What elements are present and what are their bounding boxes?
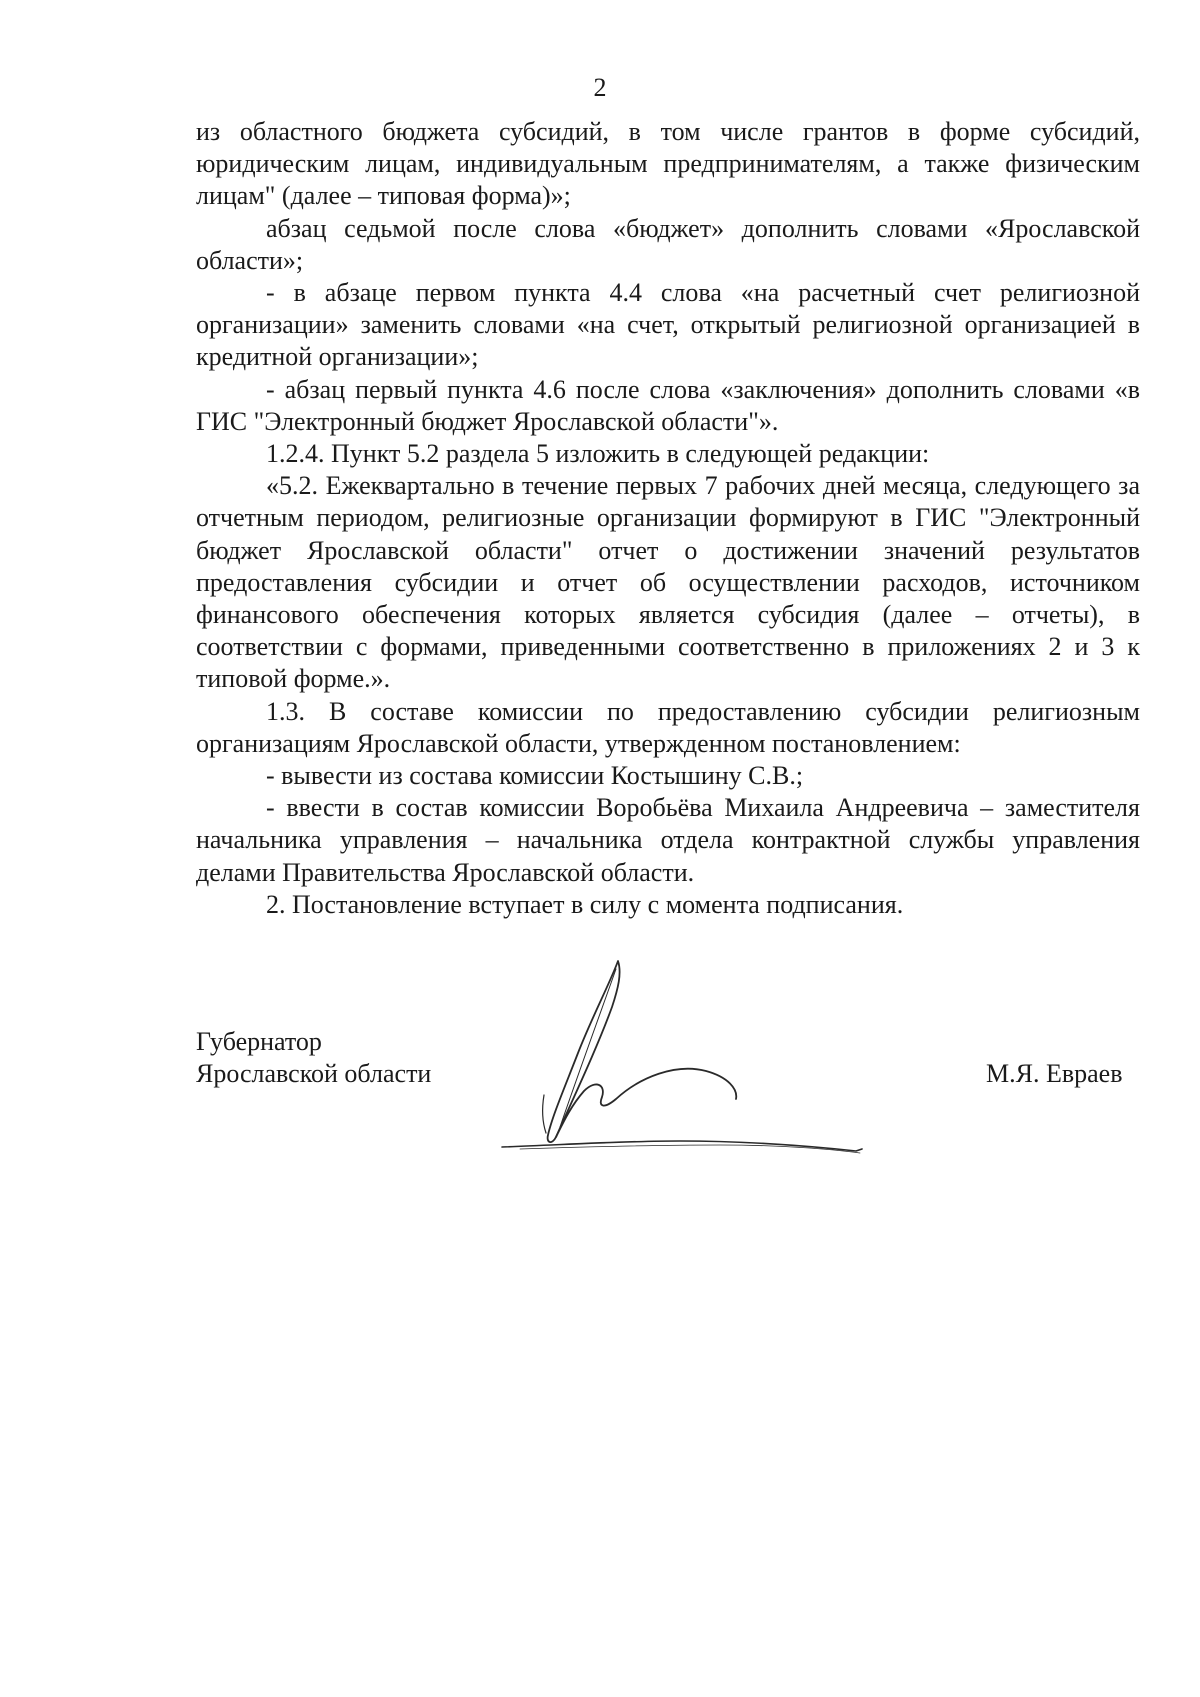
signatory-title xyxy=(196,1026,431,1090)
signatory-title-line: Ярославской области xyxy=(196,1059,432,1088)
paragraph: - в абзаце первом пункта 4.4 слова «на расчетный счет религиозной организации» заменить словами «на счет, открытый религиозной организацией в кредитной организации»; xyxy=(196,278,1140,372)
paragraph: - абзац первый пункта 4.6 после слова «заключения» дополнить словами «в ГИС "Электронный бюджет Ярославской области"». xyxy=(196,374,1140,436)
paragraph: - ввести в состав комиссии Воробьёва Михаила Андреевича – заместителя начальника управления – начальника отдела контрактной службы управления делами Правительства Ярославской области. xyxy=(196,793,1140,887)
signatory-title-line: Губернатор xyxy=(196,1027,322,1056)
paragraph: 1.2.4. Пункт 5.2 раздела 5 изложить в следующей редакции: xyxy=(266,439,930,469)
handwritten-signature xyxy=(500,955,920,1175)
paragraph: «5.2. Ежеквартально в течение первых 7 рабочих дней месяца, следующего за отчетным периодом, религиозные организации формируют в ГИС "Электронный бюджет Ярославской области" отчет о достижении значений результатов предоставления субсидии и отчет об осуществлении расходов, источником финансового обеспечения которых является субсидия (далее – отчеты), в соответствии с формами, приведенными соответственно в приложениях 2 и 3 к типовой форме.». xyxy=(196,471,1140,694)
signatory-name: М.Я. Евраев xyxy=(986,1059,1123,1088)
paragraph: абзац седьмой после слова «бюджет» дополнить словами «Ярославской области»; xyxy=(196,213,1140,275)
paragraph: - вывести из состава комиссии Костышину С.В.; xyxy=(266,761,804,791)
paragraph: 1.3. В составе комиссии по предоставлению субсидии религиозным организациям Ярославской области, утвержденном постановлением: xyxy=(196,696,1140,758)
paragraph: 2. Постановление вступает в силу с момента подписания. xyxy=(266,889,904,919)
paragraph-continuation: из областного бюджета субсидий, в том числе грантов в форме субсидий, юридическим лицам, индивидуальным предпринимателям, а также физическим лицам" (далее – типовая форма)»; xyxy=(196,117,1140,211)
page-number: 2 xyxy=(593,73,607,102)
